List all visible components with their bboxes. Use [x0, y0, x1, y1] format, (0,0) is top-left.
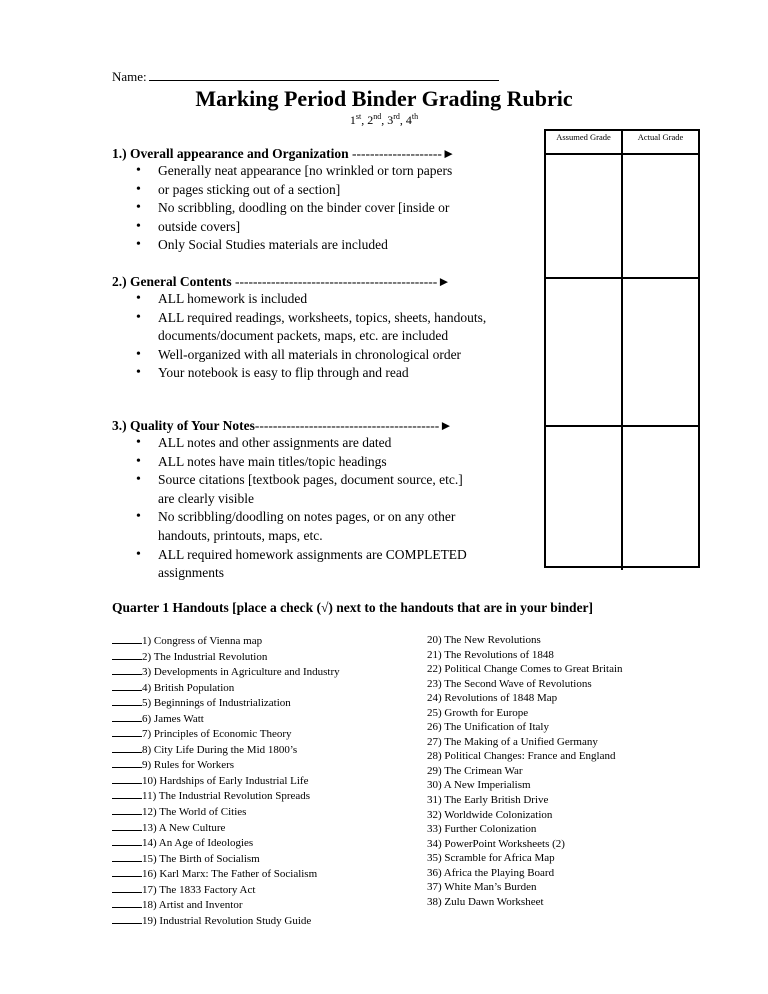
criteria-item: • ALL required homework assignments are COMPLETED assignments	[112, 546, 472, 583]
check-blank[interactable]	[112, 742, 142, 753]
check-blank[interactable]	[112, 788, 142, 799]
handout-item: 18) Artist and Inventor	[112, 897, 340, 913]
grade-row-notes	[546, 427, 698, 570]
criteria-item: • Well-organized with all materials in chronological order	[112, 346, 497, 365]
handout-item: 4) British Population	[112, 680, 340, 696]
check-blank[interactable]	[112, 835, 142, 846]
handout-item: 8) City Life During the Mid 1800’s	[112, 742, 340, 758]
assumed-grade-cell[interactable]	[546, 279, 623, 425]
criteria-list	[112, 290, 497, 383]
handout-item: 20) The New Revolutions	[427, 634, 541, 646]
check-blank[interactable]	[112, 897, 142, 908]
check-blank[interactable]	[112, 882, 142, 893]
grade-row-appearance	[546, 155, 698, 279]
handout-item: 24) Revolutions of 1848 Map	[427, 692, 558, 705]
criteria-item: • ALL required readings, worksheets, topics, sheets, handouts, documents/document packets, maps, etc. are included	[112, 309, 497, 346]
handout-list-right	[427, 633, 623, 909]
check-blank[interactable]	[112, 913, 142, 924]
handout-item: 21) The Revolutions of 1848	[427, 648, 554, 661]
handout-item: 3) Developments in Agriculture and Industry	[112, 664, 340, 680]
check-blank[interactable]	[112, 695, 142, 706]
handout-item: 26) The Unification of Italy	[427, 721, 549, 734]
handout-item: 1) Congress of Vienna map	[112, 633, 340, 649]
grade-table-header	[546, 131, 698, 155]
check-blank[interactable]	[112, 804, 142, 815]
handout-list-left	[112, 633, 340, 928]
criteria-item: • ALL homework is included	[112, 290, 497, 309]
assumed-grade-cell[interactable]	[546, 427, 623, 570]
check-blank[interactable]	[112, 680, 142, 691]
handout-item: 11) The Industrial Revolution Spreads	[112, 788, 340, 804]
handout-item: 10) Hardships of Early Industrial Life	[112, 773, 340, 789]
name-input-line[interactable]	[149, 68, 499, 81]
check-blank[interactable]	[112, 649, 142, 660]
handout-item: 9) Rules for Workers	[112, 757, 340, 773]
criteria-item: • ALL notes have main titles/topic headings	[112, 453, 472, 472]
criteria-item: • Your notebook is easy to flip through and read	[112, 364, 497, 383]
assumed-grade-cell[interactable]	[546, 155, 623, 277]
check-blank[interactable]	[112, 633, 142, 644]
check-blank[interactable]	[112, 851, 142, 862]
check-blank[interactable]	[112, 757, 142, 768]
handout-item: 35) Scramble for Africa Map	[427, 852, 555, 865]
grade-table	[544, 129, 700, 568]
handout-item: 7) Principles of Economic Theory	[112, 726, 340, 742]
marking-periods	[0, 112, 768, 128]
check-blank[interactable]	[112, 820, 142, 831]
criteria-item: • Source citations [textbook pages, document source, etc.] are clearly visible	[112, 471, 472, 508]
section-heading: 2.) General Contents ---------------------------------------------►	[112, 274, 451, 289]
check-blank[interactable]	[112, 726, 142, 737]
handout-item: 5) Beginnings of Industrialization	[112, 695, 340, 711]
handout-item: 14) An Age of Ideologies	[112, 835, 340, 851]
actual-grade-cell[interactable]	[623, 427, 698, 570]
handout-item: 22) Political Change Comes to Great Britain	[427, 663, 623, 676]
handout-item: 17) The 1833 Factory Act	[112, 882, 340, 898]
handout-item: 38) Zulu Dawn Worksheet	[427, 895, 544, 908]
handout-item: 28) Political Changes: France and England	[427, 750, 616, 763]
check-blank[interactable]	[112, 664, 142, 675]
criteria-list	[112, 162, 507, 255]
criteria-list	[112, 434, 472, 583]
check-blank[interactable]	[112, 773, 142, 784]
section-heading: 1.) Overall appearance and Organization --------------------►	[112, 146, 456, 161]
handout-item: 29) The Crimean War	[427, 764, 523, 777]
quarter-handouts-heading: Quarter 1 Handouts [place a check (√) next to the handouts that are in your binder]	[112, 600, 594, 615]
name-label: Name:	[112, 69, 147, 84]
section-contents	[112, 274, 497, 383]
name-field-row	[112, 68, 499, 85]
criteria-item: • Generally neat appearance [no wrinkled or torn papers	[112, 162, 507, 181]
handout-item: 36) Africa the Playing Board	[427, 866, 555, 879]
quarter-3: 3rd,	[387, 112, 406, 127]
page-title: Marking Period Binder Grading Rubric	[195, 86, 573, 111]
handout-item: 27) The Making of a Unified Germany	[427, 735, 598, 748]
check-blank[interactable]	[112, 711, 142, 722]
handout-item: 34) PowerPoint Worksheets (2)	[427, 837, 565, 850]
section-heading: 3.) Quality of Your Notes-----------------------------------------►	[112, 418, 453, 433]
section-appearance	[112, 146, 507, 255]
quarter-2: 2nd,	[367, 112, 388, 127]
handout-item: 30) A New Imperialism	[427, 779, 531, 792]
handout-item: 33) Further Colonization	[427, 823, 537, 836]
handout-item: 13) A New Culture	[112, 820, 340, 836]
criteria-item: • ALL notes and other assignments are dated	[112, 434, 472, 453]
handout-item: 32) Worldwide Colonization	[427, 808, 553, 821]
grade-row-contents	[546, 279, 698, 427]
handout-item: 23) The Second Wave of Revolutions	[427, 677, 592, 690]
handout-item: 37) White Man’s Burden	[427, 881, 537, 894]
criteria-item: • outside covers]	[112, 218, 507, 237]
handout-item: 19) Industrial Revolution Study Guide	[112, 913, 340, 929]
handout-item: 16) Karl Marx: The Father of Socialism	[112, 866, 340, 882]
assumed-grade-header: Assumed Grade	[546, 131, 623, 153]
criteria-item: • Only Social Studies materials are included	[112, 236, 507, 255]
quarter-4: 4th	[405, 112, 419, 127]
criteria-item: • or pages sticking out of a section]	[112, 181, 507, 200]
handout-item: 12) The World of Cities	[112, 804, 340, 820]
actual-grade-header: Actual Grade	[637, 132, 684, 142]
quarter-1: 1st,	[349, 112, 368, 127]
handout-item: 6) James Watt	[112, 711, 340, 727]
handout-item: 2) The Industrial Revolution	[112, 649, 340, 665]
actual-grade-cell[interactable]	[623, 155, 698, 277]
section-notes	[112, 418, 472, 583]
criteria-item: • No scribbling/doodling on notes pages, or on any other handouts, printouts, maps, etc.	[112, 508, 472, 545]
handout-item: 15) The Birth of Socialism	[112, 851, 340, 867]
criteria-item: • No scribbling, doodling on the binder cover [inside or	[112, 199, 507, 218]
actual-grade-cell[interactable]	[623, 279, 698, 425]
handout-item: 25) Growth for Europe	[427, 706, 529, 719]
check-blank[interactable]	[112, 866, 142, 877]
handout-item: 31) The Early British Drive	[427, 794, 549, 807]
